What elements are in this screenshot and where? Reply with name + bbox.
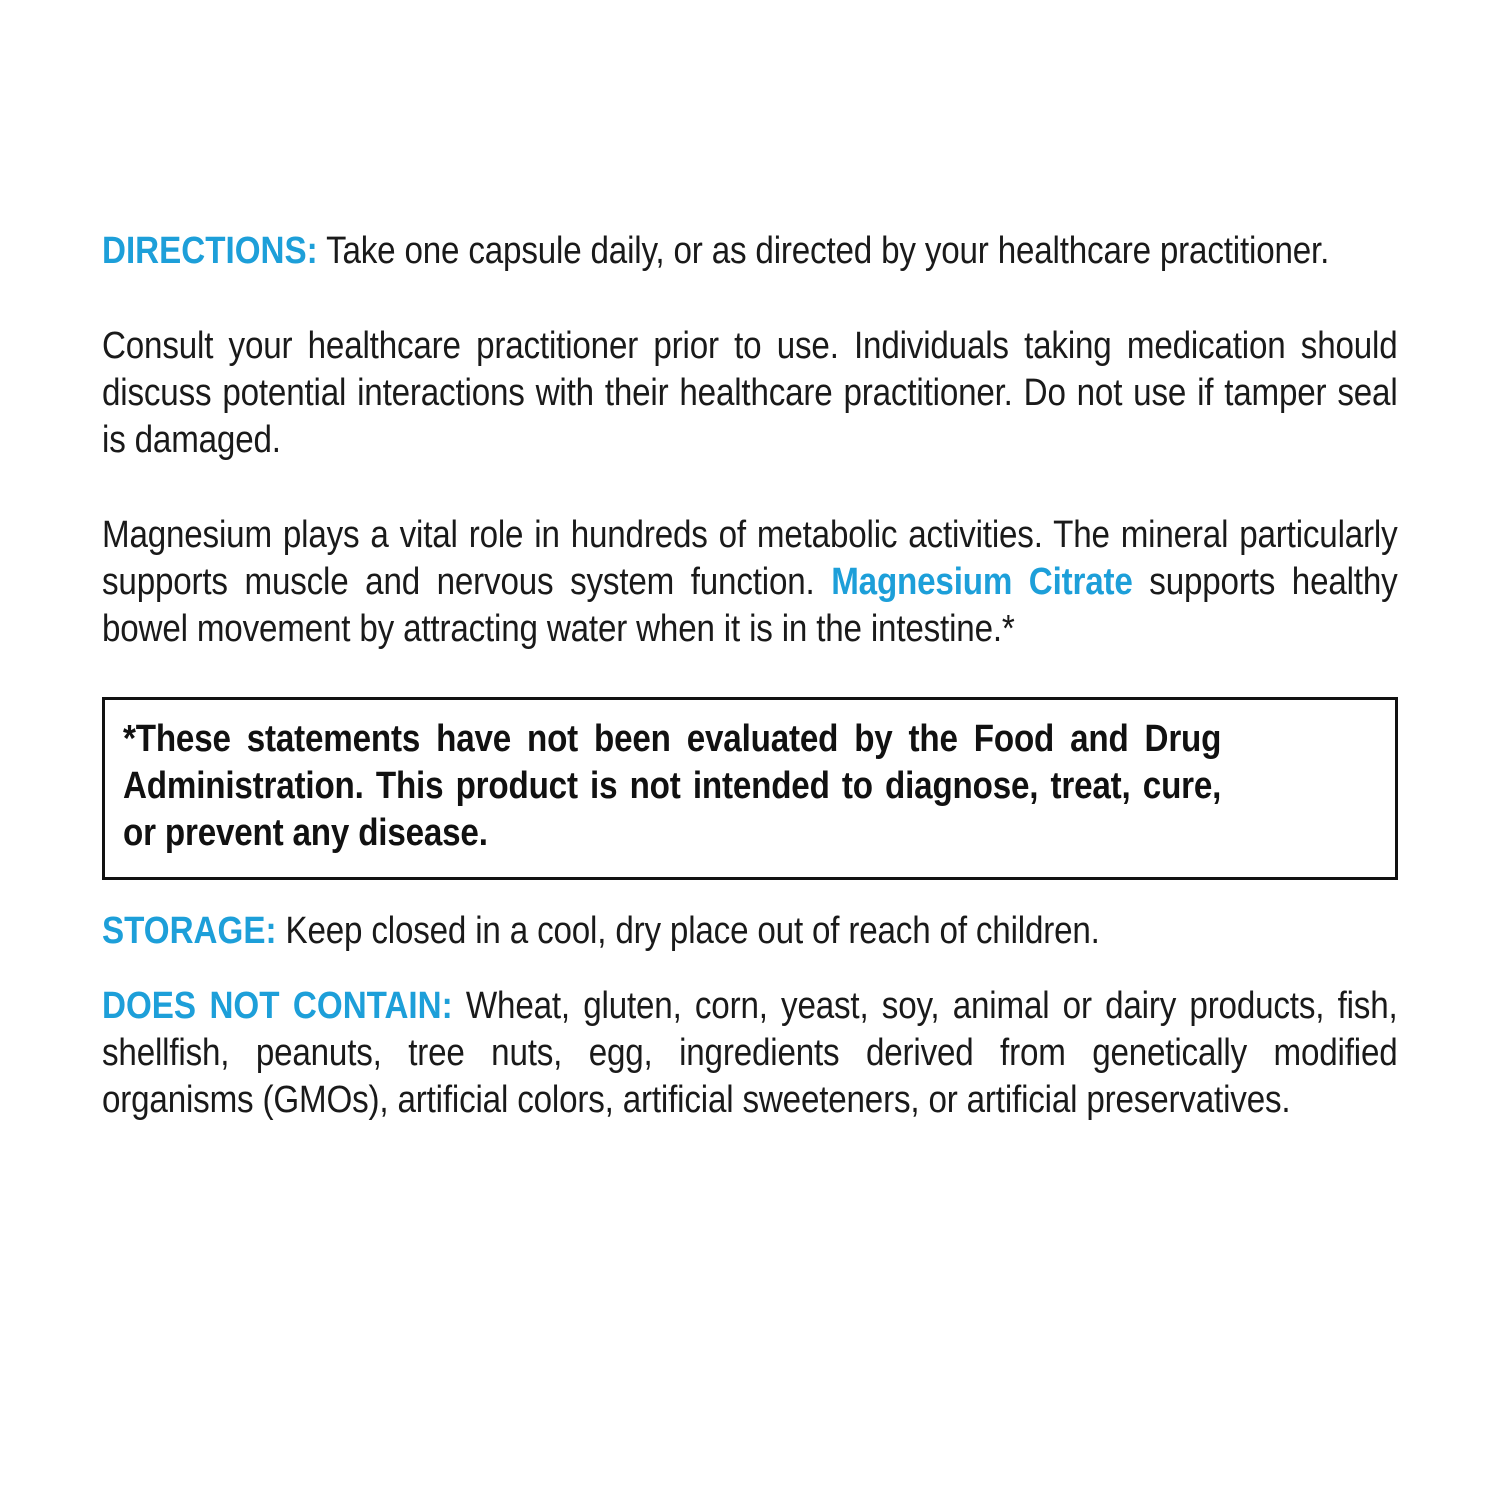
storage-paragraph (102, 908, 1398, 955)
spacer-after-disclaimer (102, 880, 1398, 908)
does-not-contain-text: Wheat, gluten, corn, yeast, soy, animal or dairy products, fish, shellfish, peanuts, tree nuts, egg, ingredients derived from genetically modified organisms (GMOs), artificial colors, artificial sweeteners, or artificial preservatives. (102, 985, 1398, 1121)
storage-text: Keep closed in a cool, dry place out of reach of children. (276, 910, 1100, 952)
directions-kicker: DIRECTIONS: (102, 230, 318, 272)
fda-disclaimer-text: *These statements have not been evaluated by the Food and Drug Administration. This product is not intended to diagnose, treat, cure, or prevent any disease. (123, 718, 1222, 854)
consult-paragraph (102, 323, 1398, 464)
does-not-contain-kicker: DOES NOT CONTAIN: (102, 985, 453, 1027)
does-not-contain-paragraph (102, 983, 1398, 1124)
directions-paragraph (102, 228, 1398, 275)
spacer-before-disclaimer (102, 653, 1398, 697)
storage-kicker: STORAGE: (102, 910, 277, 952)
spacer-after-storage (102, 955, 1398, 983)
spacer-after-directions (102, 275, 1398, 323)
consult-text: Consult your healthcare practitioner prior to use. Individuals taking medication should discuss potential interactions with their healthcare practitioner. Do not use if tamper seal is damaged. (102, 325, 1398, 461)
benefit-text-before: Magnesium plays a vital role in hundreds of metabolic activities. The mineral particularly supports muscle and nervous system function. (102, 514, 1398, 603)
magnesium-citrate-highlight: Magnesium Citrate (831, 561, 1133, 603)
benefit-paragraph (102, 512, 1398, 653)
spacer-after-consult (102, 464, 1398, 512)
directions-text: Take one capsule daily, or as directed by your healthcare practitioner. (317, 230, 1330, 272)
benefit-text-after: supports healthy bowel movement by attracting water when it is in the intestine.* (102, 561, 1398, 650)
fda-disclaimer-paragraph (123, 716, 1377, 857)
fda-disclaimer-box (102, 697, 1398, 880)
